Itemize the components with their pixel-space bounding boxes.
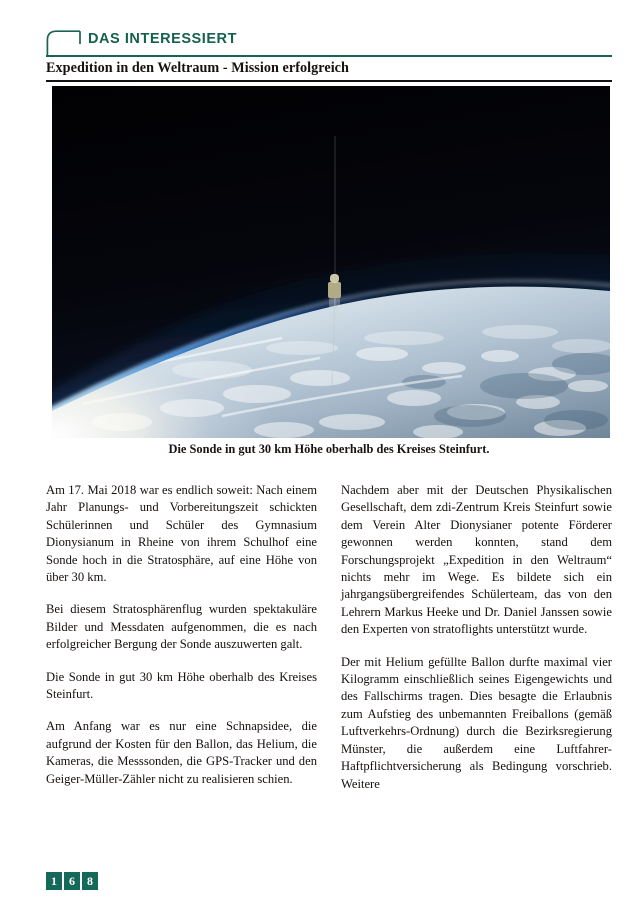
section-header <box>46 28 612 58</box>
text-column-left <box>46 482 317 788</box>
paragraph: Bei diesem Stratosphärenflug wurden spektakuläre Bilder und Messdaten aufgenommen, die es nach erfolgreicher Bergung der Sonde auszuwerten galt. <box>46 602 317 652</box>
title-divider <box>46 80 612 82</box>
text-column-right <box>341 482 612 793</box>
page-number-badge <box>46 872 98 890</box>
earth-from-stratosphere-image <box>52 86 610 438</box>
page-digit: 1 <box>46 872 62 890</box>
section-label: DAS INTERESSIERT <box>88 31 237 47</box>
paragraph: Die Sonde in gut 30 km Höhe oberhalb des Kreises Steinfurt. <box>46 669 317 702</box>
photo-caption: Die Sonde in gut 30 km Höhe oberhalb des Kreises Steinfurt. <box>168 442 490 456</box>
page-title: Expedition in den Weltraum - Mission erfolgreich <box>46 60 349 76</box>
paragraph: Der mit Helium gefüllte Ballon durfte maximal vier Kilogramm einschließlich seines Eigengewichts und des Fallschirms tragen. Dies besagte die Erlaubnis zum Aufstieg des unbemannten Freiballons (gemäß Luftverkehrs-Ordnung) durch die Bezirksregierung Münster, die außerdem eine Luftfahrer-Haftpflichtversicherung als Bedingung vorschrieb. Weitere <box>341 654 612 791</box>
article-photo <box>52 86 610 438</box>
paragraph: Nachdem aber mit der Deutschen Physikalischen Gesellschaft, dem zdi-Zentrum Kreis Steinfurt sowie dem Verein Alter Dionysianer potente Förderer gewonnen werden konnten, stand dem Forschungsprojekt „Expedition in den Weltraum“ nichts mehr im Wege. Es bildete sich ein jahrgangsübergreifendes Schülerteam, das von den Lehrern Markus Heeke und Dr. Daniel Janssen sowie den Experten von stratoflights unterstützt wurde. <box>341 483 612 637</box>
paragraph: Am Anfang war es nur eine Schnapsidee, die aufgrund der Kosten für den Ballon, das Helium, die Kameras, die Messsonden, die GPS-Tracker und den Geiger-Müller-Zähler nicht zu realisieren schien. <box>46 719 317 786</box>
page-digit: 6 <box>64 872 80 890</box>
bracket-frame-icon <box>46 30 92 56</box>
header-divider <box>46 55 612 57</box>
paragraph: Am 17. Mai 2018 war es endlich soweit: Nach einem Jahr Planungs- und Vorbereitungszeit schickten Schülerinnen und Schüler des Gymnasium Dionysianum in Rheine von ihrem Schulhof eine Sonde hoch in die Stratosphäre, auf eine Höhe von über 30 km. <box>46 483 317 585</box>
page-digit: 8 <box>82 872 98 890</box>
